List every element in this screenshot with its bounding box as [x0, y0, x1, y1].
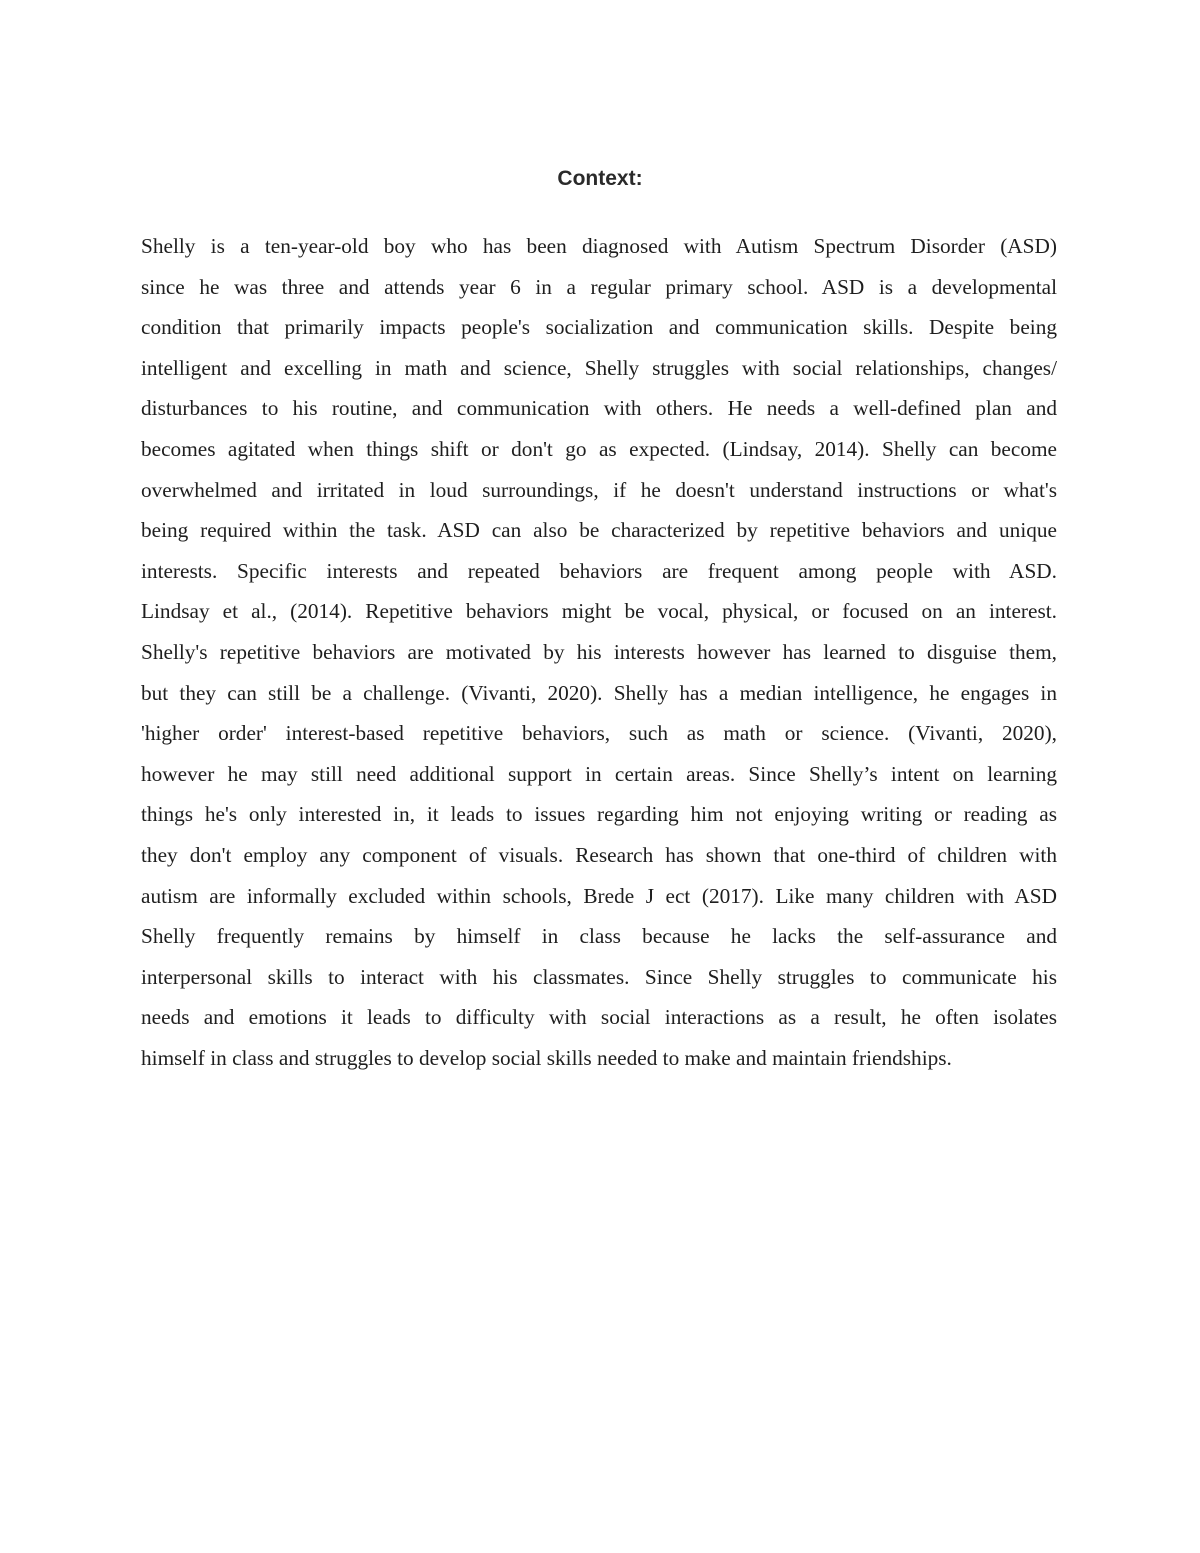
paragraph-line: they don't employ any component of visuals. Research has shown that one-third of children with [141, 842, 1057, 867]
paragraph-line: intelligent and excelling in math and science, Shelly struggles with social relationships, changes/ [141, 355, 1057, 380]
page-title: Context: [557, 167, 643, 190]
paragraph-line: things he's only interested in, it leads to issues regarding him not enjoying writing or reading as [141, 802, 1057, 827]
paragraph-line: himself in class and struggles to develop social skills needed to make and maintain friendships. [141, 1045, 952, 1070]
paragraph-line: overwhelmed and irritated in loud surroundings, if he doesn't understand instructions or what's [141, 477, 1057, 502]
paragraph-line: disturbances to his routine, and communication with others. He needs a well-defined plan and [141, 396, 1057, 421]
paragraph-line: but they can still be a challenge. (Vivanti, 2020). Shelly has a median intelligence, he engages in [141, 680, 1057, 705]
paragraph-line: Shelly's repetitive behaviors are motivated by his interests however has learned to disguise them, [141, 639, 1057, 664]
paragraph-line: autism are informally excluded within schools, Brede J ect (2017). Like many children with ASD [141, 883, 1057, 908]
paragraph-line: Lindsay et al., (2014). Repetitive behaviors might be vocal, physical, or focused on an interest. [141, 599, 1057, 624]
body-paragraph [141, 226, 1057, 1078]
paragraph-line: Shelly is a ten-year-old boy who has been diagnosed with Autism Spectrum Disorder (ASD) [141, 234, 1057, 258]
paragraph-line: interpersonal skills to interact with his classmates. Since Shelly struggles to communicate his [141, 964, 1057, 989]
paragraph-line: Shelly frequently remains by himself in class because he lacks the self-assurance and [141, 924, 1057, 949]
paragraph-line: condition that primarily impacts people's socialization and communication skills. Despite being [141, 315, 1057, 340]
paragraph-line: needs and emotions it leads to difficulty with social interactions as a result, he often isolates [141, 1005, 1057, 1030]
paragraph-line: interests. Specific interests and repeated behaviors are frequent among people with ASD. [141, 558, 1057, 583]
paragraph-line: 'higher order' interest-based repetitive behaviors, such as math or science. (Vivanti, 2020), [141, 721, 1057, 746]
paragraph-line: since he was three and attends year 6 in a regular primary school. ASD is a developmental [141, 274, 1057, 299]
paragraph-line: however he may still need additional support in certain areas. Since Shelly’s intent on learning [141, 761, 1057, 786]
paragraph-line: being required within the task. ASD can also be characterized by repetitive behaviors and unique [141, 518, 1057, 543]
paragraph-line: becomes agitated when things shift or don't go as expected. (Lindsay, 2014). Shelly can become [141, 436, 1057, 461]
